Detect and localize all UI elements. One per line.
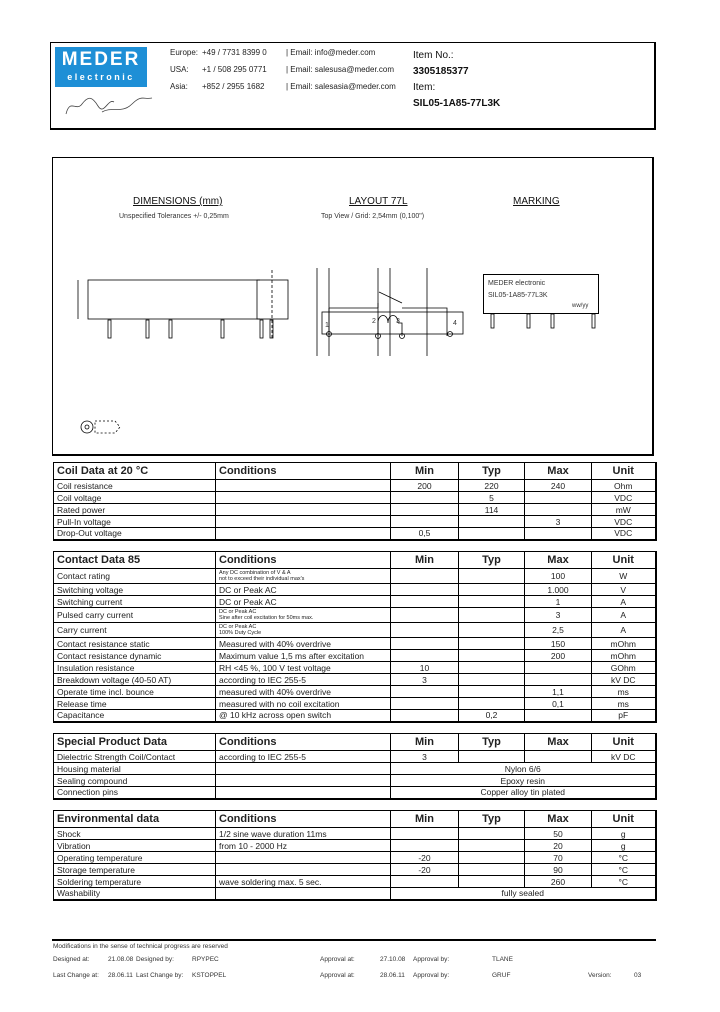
cell-conditions [216,504,391,516]
table-row [54,888,656,900]
cell-parameter: Storage temperature [54,864,216,876]
cell-max [525,674,592,686]
cell-conditions: according to IEC 255-5 [216,751,391,763]
cell-typ [459,840,525,852]
cell-parameter: Release time [54,698,216,710]
cell-value: fully sealed [391,888,656,900]
cell-conditions: wave soldering max. 5 sec. [216,876,391,888]
cell-max: 240 [525,480,592,492]
cell-parameter: Dielectric Strength Coil/Contact [54,751,216,763]
cell-unit: mOhm [592,638,656,650]
cell-conditions: @ 10 kHz across open switch [216,710,391,722]
cell-min [391,584,459,596]
table-row [54,528,656,540]
cell-min [391,608,459,623]
cell-parameter: Contact rating [54,569,216,584]
dimensions-subtitle: Unspecified Tolerances +/- 0,25mm [119,213,229,220]
cell-typ [459,596,525,608]
cell-typ [459,662,525,674]
header-max: Max [525,734,592,751]
marking-date: ww/yy [572,303,589,309]
table-header-row [54,552,656,569]
table-row [54,686,656,698]
table-row [54,864,656,876]
cell-conditions: according to IEC 255-5 [216,674,391,686]
contact-email[interactable]: | Email: info@meder.com [286,48,376,57]
table-row [54,492,656,504]
cell-typ [459,584,525,596]
cell-parameter: Operate time incl. bounce [54,686,216,698]
cell-min [391,504,459,516]
footer-field: 21.08.08 [108,956,134,963]
cell-value: Nylon 6/6 [391,763,656,775]
cell-unit: VDC [592,516,656,528]
cell-unit: W [592,569,656,584]
table-row [54,623,656,638]
table-header-row [54,734,656,751]
item-no: 3305185377 [413,66,469,77]
cell-max: 0,1 [525,698,592,710]
table-row [54,674,656,686]
contact-email[interactable]: | Email: salesasia@meder.com [286,82,396,91]
table-row [54,608,656,623]
cell-typ [459,698,525,710]
cell-max [525,504,592,516]
header-typ: Typ [459,811,525,828]
cell-typ [459,528,525,540]
header-min: Min [391,811,459,828]
header-unit: Unit [592,552,656,569]
cell-min: -20 [391,864,459,876]
cell-min [391,698,459,710]
contact-data-table [53,551,657,723]
cell-max: 90 [525,864,592,876]
cell-typ [459,864,525,876]
cell-parameter: Switching voltage [54,584,216,596]
footer-field: RPYPEC [192,956,219,963]
marking-line: MEDER electronic [488,280,546,287]
table-row [54,516,656,528]
cell-unit: kV DC [592,751,656,763]
condition-line: not to exceed their individual max's [219,576,305,582]
cell-conditions [216,492,391,504]
cell-parameter: Vibration [54,840,216,852]
cell-conditions: RH <45 %, 100 V test voltage [216,662,391,674]
table-row [54,584,656,596]
cell-unit: mOhm [592,650,656,662]
footer-field: 27.10.08 [380,956,406,963]
cell-typ: 114 [459,504,525,516]
table-header-row [54,811,656,828]
pin-label: 1 [325,322,329,329]
cell-parameter: Pull-In voltage [54,516,216,528]
cell-typ [459,686,525,698]
footer-field: Approval at: [320,972,355,979]
table-row [54,698,656,710]
table-row [54,751,656,763]
condition-line: Any DC combination of V & A [219,570,291,576]
layout-title: LAYOUT 77L [349,196,408,207]
header-min: Min [391,552,459,569]
cell-min: 200 [391,480,459,492]
footer-field: Designed at: [53,956,90,963]
footer-field: Last Change at: [53,972,99,979]
cell-max: 70 [525,852,592,864]
cell-typ: 5 [459,492,525,504]
footer-field: 28.06.11 [108,972,133,979]
cell-min: 3 [391,674,459,686]
table-header-row [54,463,656,480]
contact-region: Asia: [170,82,188,91]
cell-max [525,492,592,504]
cell-min [391,569,459,584]
header-parameter: Environmental data [54,811,216,828]
cell-parameter: Coil resistance [54,480,216,492]
cell-conditions [216,569,391,584]
cell-unit: ms [592,686,656,698]
cell-parameter: Shock [54,828,216,840]
cell-max: 2,5 [525,623,592,638]
table-row [54,828,656,840]
cell-value: Epoxy resin [391,775,656,787]
cell-unit: mW [592,504,656,516]
cell-unit: g [592,828,656,840]
header-conditions: Conditions [216,552,391,569]
dimension-drawing [60,250,260,440]
header-typ: Typ [459,463,525,480]
cell-max: 200 [525,650,592,662]
cell-max [525,528,592,540]
header-min: Min [391,463,459,480]
cell-parameter: Rated power [54,504,216,516]
cell-unit: VDC [592,528,656,540]
cell-max [525,662,592,674]
side-view-drawing [250,250,300,360]
cell-unit: °C [592,852,656,864]
header-max: Max [525,811,592,828]
cell-parameter: Connection pins [54,787,216,799]
cell-conditions: DC or Peak AC [216,584,391,596]
header-unit: Unit [592,734,656,751]
cell-parameter: Capacitance [54,710,216,722]
cell-conditions [216,608,391,623]
cell-min [391,876,459,888]
table-row [54,775,656,787]
table-row [54,569,656,584]
table-row [54,876,656,888]
condition-line: 100% Duty Cycle [219,630,262,636]
cell-parameter: Soldering temperature [54,876,216,888]
cell-conditions [216,888,391,900]
item-label: Item: [413,82,436,93]
table-row [54,596,656,608]
cell-min [391,840,459,852]
marking-pins [483,314,603,330]
cell-unit: V [592,584,656,596]
cell-typ [459,751,525,763]
cell-conditions [216,864,391,876]
cell-unit: °C [592,864,656,876]
version-label: Version: [588,972,612,979]
footer-field: GRUF [492,972,511,979]
item-no-label: Item No.: [413,50,454,61]
cell-unit: A [592,596,656,608]
cell-conditions: Maximum value 1,5 ms after excitation [216,650,391,662]
contact-phone: +1 / 508 295 0771 [202,65,267,74]
cell-max: 1,1 [525,686,592,698]
logo-subtext: electronic [67,72,135,82]
footer-note: Modifications in the sense of technical progress are reserved [53,943,228,950]
cell-parameter: Breakdown voltage (40-50 AT) [54,674,216,686]
cell-max: 150 [525,638,592,650]
cell-conditions [216,623,391,638]
item-name: SIL05-1A85-77L3K [413,98,501,109]
cell-parameter: Coil voltage [54,492,216,504]
cell-typ [459,516,525,528]
cell-unit: g [592,840,656,852]
cell-conditions: Measured with 40% overdrive [216,638,391,650]
logo-text: MEDER [61,49,141,70]
cell-max: 1 [525,596,592,608]
cell-min: 10 [391,662,459,674]
header-parameter: Contact Data 85 [54,552,216,569]
cell-typ [459,569,525,584]
cell-parameter: Operating temperature [54,852,216,864]
slogan-signature [62,88,157,120]
cell-unit: VDC [592,492,656,504]
cell-typ: 0,2 [459,710,525,722]
cell-conditions [216,852,391,864]
header-conditions: Conditions [216,463,391,480]
cell-unit: °C [592,876,656,888]
header-conditions: Conditions [216,811,391,828]
table-row [54,504,656,516]
cell-parameter: Contact resistance static [54,638,216,650]
condition-line: DC or Peak AC [219,624,257,630]
cell-typ [459,828,525,840]
footer-field: Last Change by: [136,972,184,979]
cell-min [391,686,459,698]
version-value: 03 [634,972,642,979]
header-parameter: Special Product Data [54,734,216,751]
cell-min [391,596,459,608]
pin-label: 2 [372,318,376,325]
marking-title: MARKING [513,196,560,207]
table-row [54,852,656,864]
dimensions-title: DIMENSIONS (mm) [133,196,223,207]
header-max: Max [525,552,592,569]
cell-max [525,710,592,722]
pin-label: 3 [396,318,400,325]
cell-max: 20 [525,840,592,852]
cell-min: 0,5 [391,528,459,540]
cell-typ [459,650,525,662]
footer-field: Designed by: [136,956,174,963]
footer-field: 28.06.11 [380,972,405,979]
cell-typ [459,638,525,650]
contact-region: Europe: [170,48,199,57]
layout-schematic [310,268,470,356]
condition-line: DC or Peak AC [219,609,257,615]
cell-conditions [216,763,391,775]
cell-min: 3 [391,751,459,763]
cell-min [391,650,459,662]
footer-field: Approval by: [413,956,450,963]
cell-typ [459,623,525,638]
cell-parameter: Contact resistance dynamic [54,650,216,662]
table-row [54,638,656,650]
header-typ: Typ [459,552,525,569]
table-row [54,787,656,799]
contact-email[interactable]: | Email: salesusa@meder.com [286,65,395,74]
header-unit: Unit [592,463,656,480]
layout-subtitle: Top View / Grid: 2,54mm (0,100") [321,213,425,220]
cell-parameter: Sealing compound [54,775,216,787]
table-row [54,840,656,852]
cell-unit: A [592,608,656,623]
pin-label: 4 [453,320,457,327]
header-min: Min [391,734,459,751]
cell-parameter: Switching current [54,596,216,608]
cell-value: Copper alloy tin plated [391,787,656,799]
footer-field: KSTOPPEL [192,972,227,979]
cell-conditions: 1/2 sine wave duration 11ms [216,828,391,840]
cell-typ [459,608,525,623]
footer-field: Approval by: [413,972,450,979]
cell-conditions [216,775,391,787]
cell-unit: A [592,623,656,638]
header-parameter: Coil Data at 20 °C [54,463,216,480]
cell-conditions: measured with no coil excitation [216,698,391,710]
cell-unit: ms [592,698,656,710]
cell-max: 260 [525,876,592,888]
cell-conditions: measured with 40% overdrive [216,686,391,698]
cell-parameter: Carry current [54,623,216,638]
table-row [54,480,656,492]
cell-typ: 220 [459,480,525,492]
cell-conditions [216,480,391,492]
environmental-data-table [53,810,657,901]
contact-region: USA: [170,65,189,74]
cell-max: 50 [525,828,592,840]
cell-min [391,492,459,504]
cell-max: 3 [525,516,592,528]
cell-unit: pF [592,710,656,722]
cell-min [391,516,459,528]
cell-conditions [216,516,391,528]
cell-conditions: from 10 - 2000 Hz [216,840,391,852]
coil-data-table [53,462,657,541]
cell-typ [459,876,525,888]
marking-line: SIL05-1A85-77L3K [488,292,548,299]
cell-min [391,710,459,722]
table-row [54,710,656,722]
condition-line: Sine after coil excitation for 50ms max. [219,615,314,621]
meder-logo [55,47,147,87]
header-unit: Unit [592,811,656,828]
cell-conditions [216,787,391,799]
header-typ: Typ [459,734,525,751]
cell-unit: GOhm [592,662,656,674]
cell-typ [459,852,525,864]
special-product-table [53,733,657,800]
table-row [54,763,656,775]
header-max: Max [525,463,592,480]
cell-unit: kV DC [592,674,656,686]
contact-phone: +852 / 2955 1682 [202,82,265,91]
contact-phone: +49 / 7731 8399 0 [202,48,267,57]
cell-parameter: Insulation resistance [54,662,216,674]
cell-conditions [216,528,391,540]
header-conditions: Conditions [216,734,391,751]
cell-min [391,623,459,638]
footer-field: TLANE [492,956,513,963]
cell-min: -20 [391,852,459,864]
cell-conditions: DC or Peak AC [216,596,391,608]
table-row [54,662,656,674]
cell-max [525,751,592,763]
footer-divider [52,939,656,941]
cell-typ [459,674,525,686]
cell-max: 3 [525,608,592,623]
cell-parameter: Pulsed carry current [54,608,216,623]
cell-parameter: Housing material [54,763,216,775]
cell-parameter: Drop-Out voltage [54,528,216,540]
cell-min [391,638,459,650]
cell-unit: Ohm [592,480,656,492]
cell-max: 100 [525,569,592,584]
cell-parameter: Washability [54,888,216,900]
cell-max: 1.000 [525,584,592,596]
cell-min [391,828,459,840]
table-row [54,650,656,662]
footer-field: Approval at: [320,956,355,963]
